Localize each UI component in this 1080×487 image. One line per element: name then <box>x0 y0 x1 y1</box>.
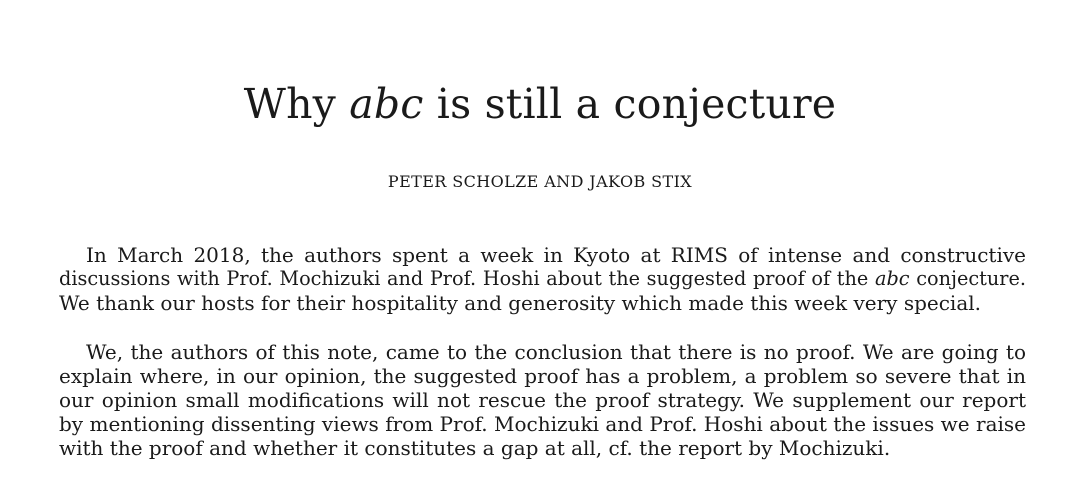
paragraph-line: We, the authors of this note, came to the conclusion that there is no proof. We are going to <box>86 340 1026 364</box>
paper-authors: PETER SCHOLZE AND JAKOB STIX <box>387 172 693 191</box>
title-italic-abc: abc <box>349 80 424 128</box>
abstract-paragraph-2 <box>59 340 1026 460</box>
paragraph-line: our opinion small modifications will not rescue the proof strategy. We supplement our report <box>59 388 1026 412</box>
line-text: discussions with Prof. Mochizuki and Prof. Hoshi about the suggested proof of the <box>59 267 875 290</box>
paragraph-line: with the proof and whether it constitutes a gap at all, cf. the report by Mochizuki. <box>59 436 891 460</box>
paragraph-line <box>59 267 1026 291</box>
paper-title <box>0 78 1080 130</box>
title-text-end: is still a conjecture <box>423 80 837 128</box>
paragraph-line: by mentioning dissenting views from Prof. Mochizuki and Prof. Hoshi about the issues we raise <box>59 412 1026 436</box>
paragraph-line: explain where, in our opinion, the suggested proof has a problem, a problem so severe that in <box>59 364 1026 388</box>
line-text: conjecture. <box>909 267 1026 290</box>
title-text-start: Why <box>243 80 350 128</box>
paragraph-line: We thank our hosts for their hospitality and generosity which made this week very special. <box>59 291 981 315</box>
paragraph-line: In March 2018, the authors spent a week in Kyoto at RIMS of intense and constructive <box>86 243 1026 267</box>
line-italic-abc: abc <box>874 267 910 290</box>
abstract-paragraph-1 <box>59 243 1026 315</box>
